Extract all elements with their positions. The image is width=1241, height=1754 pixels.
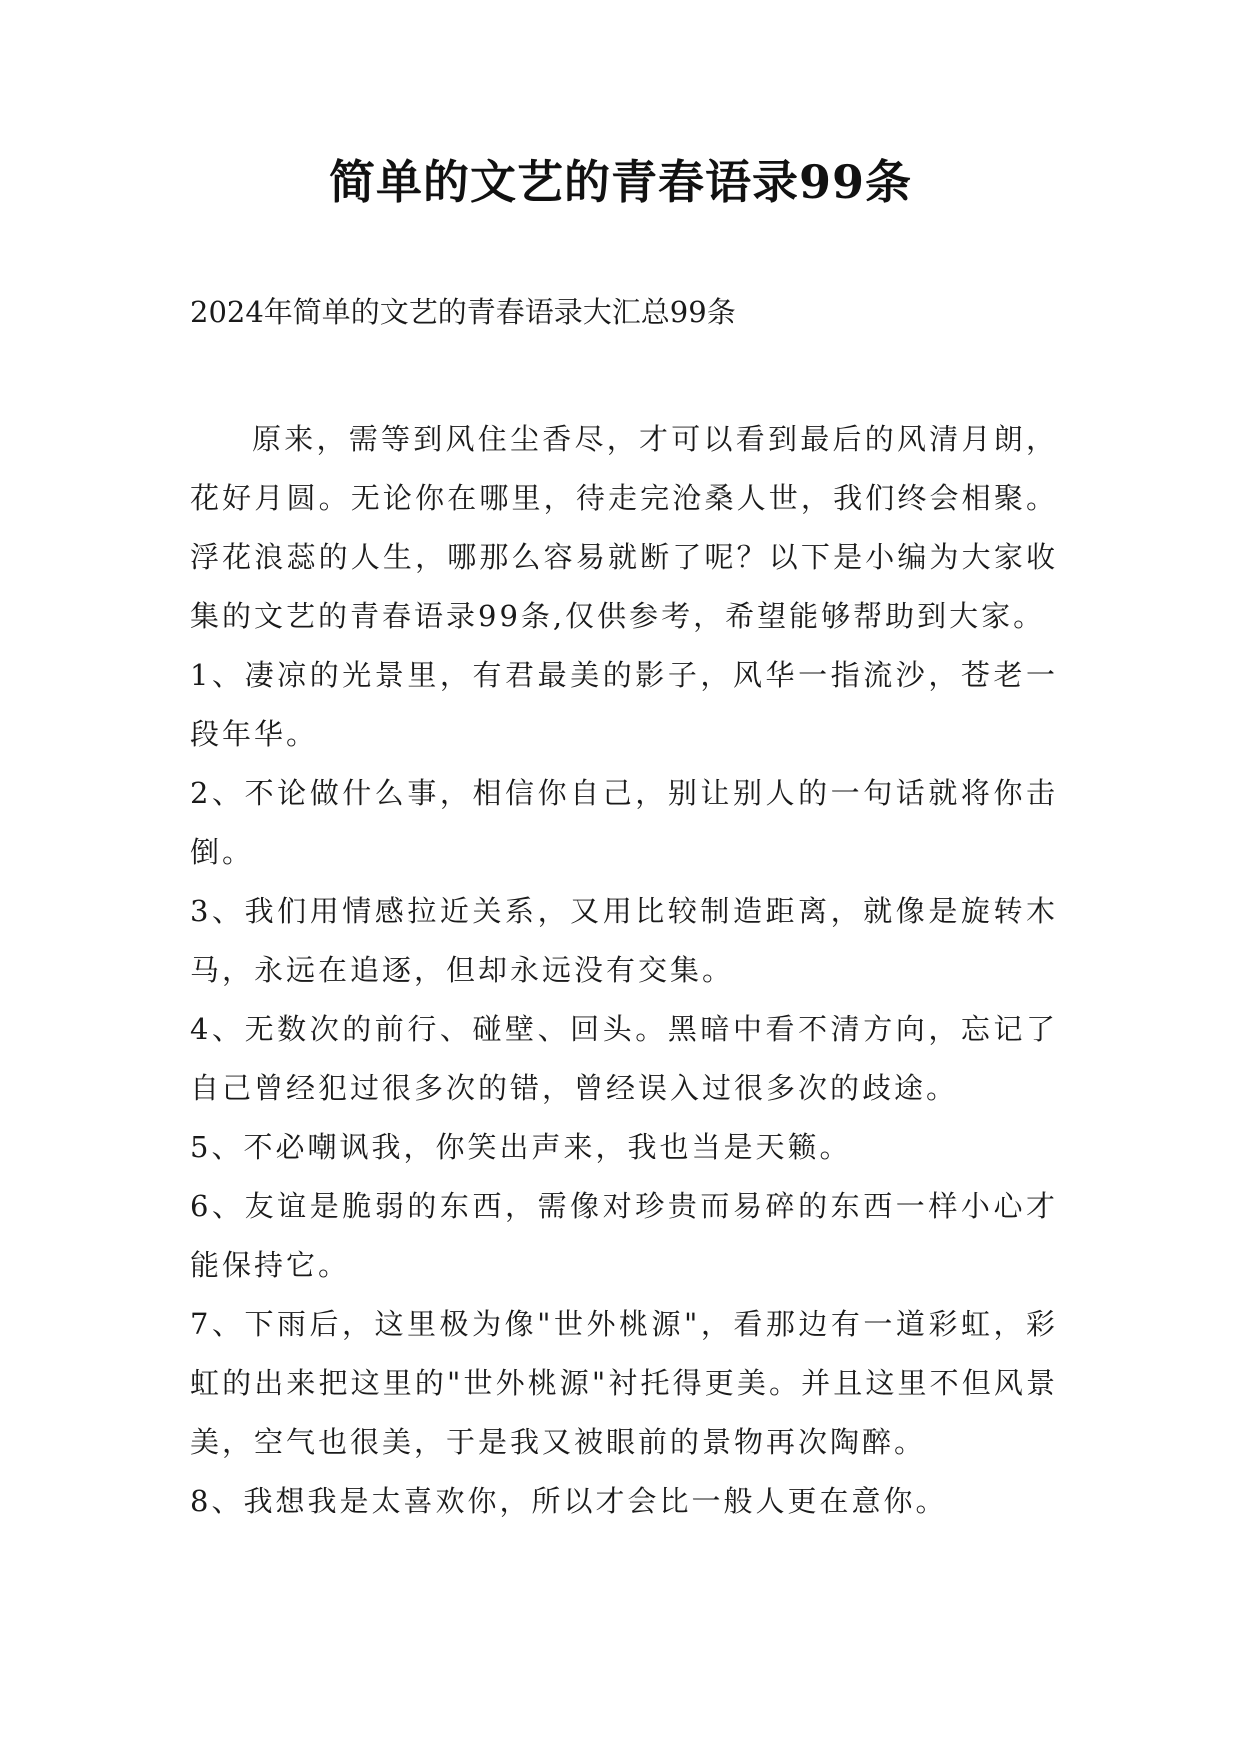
quote-item-8: 8、我想我是太喜欢你，所以才会比一般人更在意你。 [190, 1484, 948, 1518]
quote-item-6: 6、友谊是脆弱的东西，需像对珍贵而易碎的东西一样小心才能保持它。 [190, 1189, 1058, 1282]
page-title: 简单的文艺的青春语录99条 [328, 155, 912, 209]
intro-paragraph: 原来，需等到风住尘香尽，才可以看到最后的风清月朗，花好月圆。无论你在哪里，待走完沧桑人世，我们终会相聚。浮花浪蕊的人生，哪那么容易就断了呢？以下是小编为大家收集的文艺的青春语录99条,仅供参考，希望能够帮助到大家。 [190, 422, 1058, 633]
document-body [190, 410, 1058, 1531]
quote-item-7: 7、下雨后，这里极为像"世外桃源"，看那边有一道彩虹，彩虹的出来把这里的"世外桃源"衬托得更美。并且这里不但风景美，空气也很美，于是我又被眼前的景物再次陶醉。 [190, 1307, 1058, 1459]
quote-item-3: 3、我们用情感拉近关系，又用比较制造距离，就像是旋转木马，永远在追逐，但却永远没有交集。 [190, 894, 1058, 987]
quote-item-1: 1、凄凉的光景里，有君最美的影子，风华一指流沙，苍老一段年华。 [190, 658, 1058, 751]
quote-item-5: 5、不必嘲讽我，你笑出声来，我也当是天籁。 [190, 1130, 852, 1164]
quote-item-2: 2、不论做什么事，相信你自己，别让别人的一句话就将你击倒。 [190, 776, 1058, 869]
page-subtitle: 2024年简单的文艺的青春语录大汇总99条 [190, 295, 736, 329]
quote-item-4: 4、无数次的前行、碰壁、回头。黑暗中看不清方向，忘记了自己曾经犯过很多次的错，曾经误入过很多次的歧途。 [190, 1012, 1058, 1105]
